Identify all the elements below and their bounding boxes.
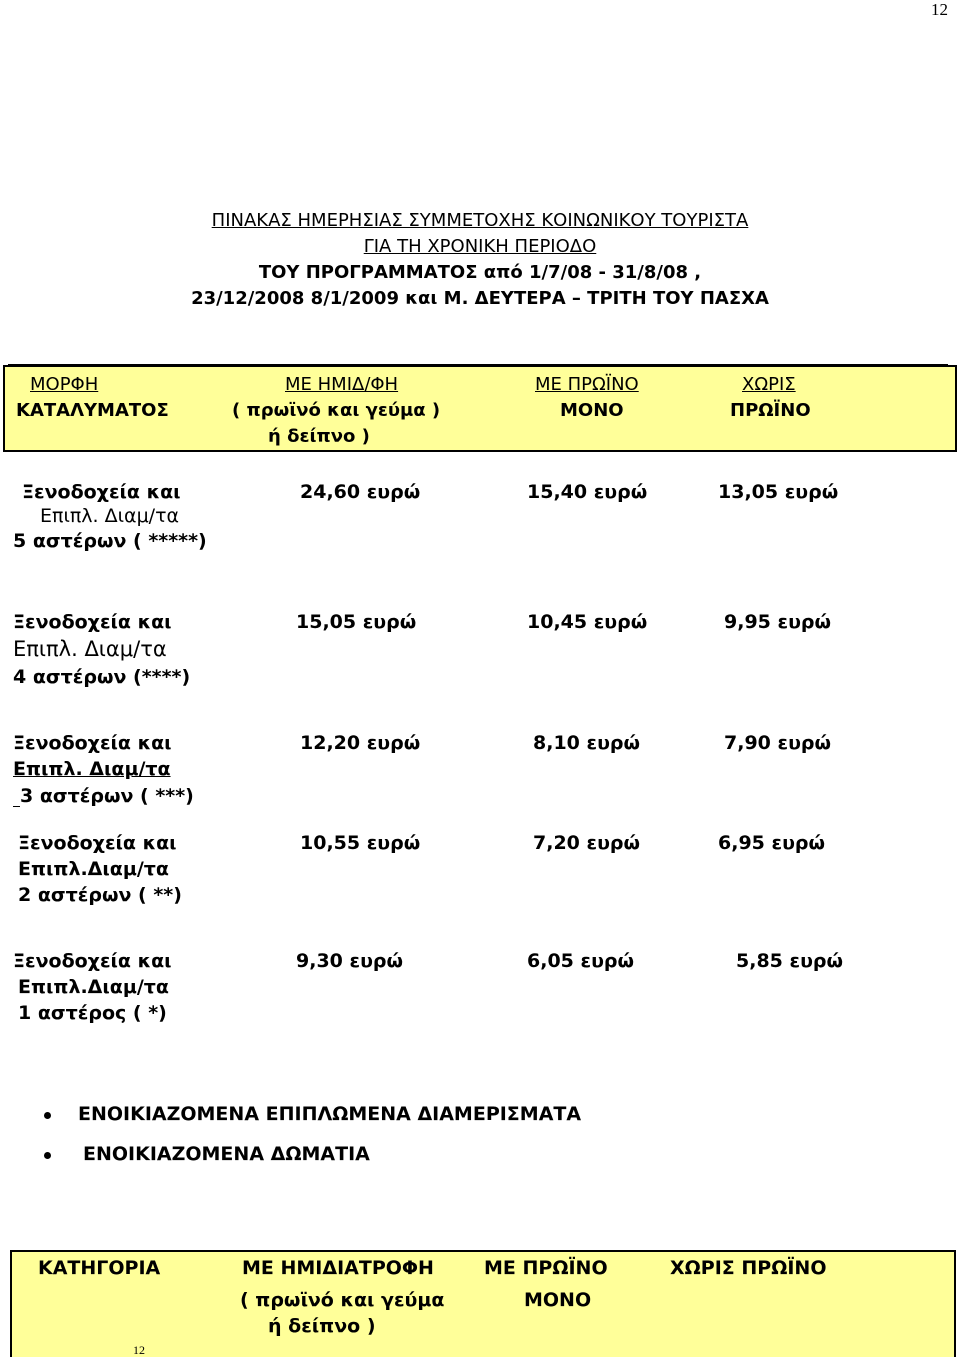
r4-type-2: Επιπλ.Διαμ/τα bbox=[18, 858, 169, 880]
title-line-2: ΓΙΑ ΤΗ ΧΡΟΝΙΚΗ ΠΕΡΙΟΔΟ bbox=[363, 236, 597, 257]
r4-half-board: 10,55 ευρώ bbox=[300, 832, 421, 854]
r4-no-breakfast: 6,95 ευρώ bbox=[718, 832, 826, 854]
page-number-bottom: 12 bbox=[133, 1343, 145, 1357]
r3-breakfast: 8,10 ευρώ bbox=[533, 732, 641, 754]
r1-breakfast: 15,40 ευρώ bbox=[527, 481, 648, 503]
r3-type: Ξενοδοχεία και bbox=[13, 732, 172, 754]
r1-stars: 5 αστέρων ( *****) bbox=[13, 530, 207, 552]
t1-col2-line1: ΜΕ ΗΜΙΔ/ΦΗ bbox=[285, 374, 399, 395]
t1-col2-line3: ή δείπνο ) bbox=[268, 426, 370, 447]
r5-type: Ξενοδοχεία και bbox=[13, 950, 172, 972]
r1-half-board: 24,60 ευρώ bbox=[300, 481, 421, 503]
r1-type: Ξενοδοχεία και bbox=[22, 481, 181, 503]
r5-half-board: 9,30 ευρώ bbox=[296, 950, 404, 972]
r4-type: Ξενοδοχεία και bbox=[18, 832, 177, 854]
r5-stars: 1 αστέρος ( *) bbox=[18, 1002, 167, 1024]
t2-col3-line2: ΜΟΝΟ bbox=[524, 1289, 592, 1311]
r5-type-2: Επιπλ.Διαμ/τα bbox=[18, 976, 169, 998]
r3-half-board: 12,20 ευρώ bbox=[300, 732, 421, 754]
t1-col1-line2: ΚΑΤΑΛΥΜΑΤΟΣ bbox=[16, 400, 169, 421]
bullet-dot-1 bbox=[44, 1112, 51, 1119]
r2-no-breakfast: 9,95 ευρώ bbox=[724, 611, 832, 633]
t2-col4: ΧΩΡΙΣ ΠΡΩΪΝΟ bbox=[670, 1257, 827, 1279]
r2-half-board: 15,05 ευρώ bbox=[296, 611, 417, 633]
t1-col3-line1: ΜΕ ΠΡΩΪΝΟ bbox=[535, 374, 639, 395]
t1-col3-line2: ΜΟΝΟ bbox=[560, 400, 624, 421]
r3-type-2: Επιπλ. Διαμ/τα bbox=[13, 758, 171, 780]
r5-no-breakfast: 5,85 ευρώ bbox=[736, 950, 844, 972]
r3-stars: 3 αστέρων ( ***) bbox=[20, 785, 194, 807]
t2-col2-line3: ή δείπνο ) bbox=[268, 1315, 376, 1337]
r1-no-breakfast: 13,05 ευρώ bbox=[718, 481, 839, 503]
r2-stars: 4 αστέρων (****) bbox=[13, 666, 191, 688]
bullet-rooms: ΕΝΟΙΚΙΑΖΟΜΕΝΑ ΔΩΜΑΤΙΑ bbox=[83, 1143, 370, 1165]
title-line-1: ΠΙΝΑΚΑΣ ΗΜΕΡΗΣΙΑΣ ΣΥΜΜΕΤΟΧΗΣ ΚΟΙΝΩΝΙΚΟΥ ΤΟΥΡΙΣΤΑ bbox=[211, 210, 749, 231]
r3-underline-mark bbox=[13, 806, 20, 807]
r1-type-2: Επιπλ. Διαμ/τα bbox=[40, 505, 180, 527]
r3-no-breakfast: 7,90 ευρώ bbox=[724, 732, 832, 754]
title-line-4: 23/12/2008 8/1/2009 και Μ. ΔΕΥΤΕΡΑ – ΤΡΙΤΗ ΤΟΥ ΠΑΣΧΑ bbox=[191, 288, 769, 309]
t1-col2-line2: ( πρωϊνό και γεύμα ) bbox=[232, 400, 441, 421]
r5-breakfast: 6,05 ευρώ bbox=[527, 950, 635, 972]
t2-col2-line2: ( πρωϊνό και γεύμα bbox=[240, 1289, 445, 1311]
t2-col3-line1: ΜΕ ΠΡΩΪΝΟ bbox=[484, 1257, 608, 1279]
t1-col4-line2: ΠΡΩΪΝΟ bbox=[730, 400, 811, 421]
t1-col4-line1: ΧΩΡΙΣ bbox=[742, 374, 796, 395]
bullet-dot-2 bbox=[44, 1152, 51, 1159]
page-number-top: 12 bbox=[931, 0, 948, 19]
r4-breakfast: 7,20 ευρώ bbox=[533, 832, 641, 854]
r2-type-2: Επιπλ. Διαμ/τα bbox=[13, 637, 167, 661]
bullet-apartments: ΕΝΟΙΚΙΑΖΟΜΕΝΑ ΕΠΙΠΛΩΜΕΝΑ ΔΙΑΜΕΡΙΣΜΑΤΑ bbox=[78, 1103, 582, 1125]
title-line-3: ΤΟΥ ΠΡΟΓΡΑΜΜΑΤΟΣ από 1/7/08 - 31/8/08 , bbox=[258, 262, 702, 283]
t2-col2-line1: ΜΕ ΗΜΙΔΙΑΤΡΟΦΗ bbox=[242, 1257, 434, 1279]
t2-col1: ΚΑΤΗΓΟΡΙΑ bbox=[38, 1257, 161, 1279]
r2-breakfast: 10,45 ευρώ bbox=[527, 611, 648, 633]
t1-col1-line1: ΜΟΡΦΗ bbox=[30, 374, 99, 395]
r4-stars: 2 αστέρων ( **) bbox=[18, 884, 182, 906]
r2-type: Ξενοδοχεία και bbox=[13, 611, 172, 633]
